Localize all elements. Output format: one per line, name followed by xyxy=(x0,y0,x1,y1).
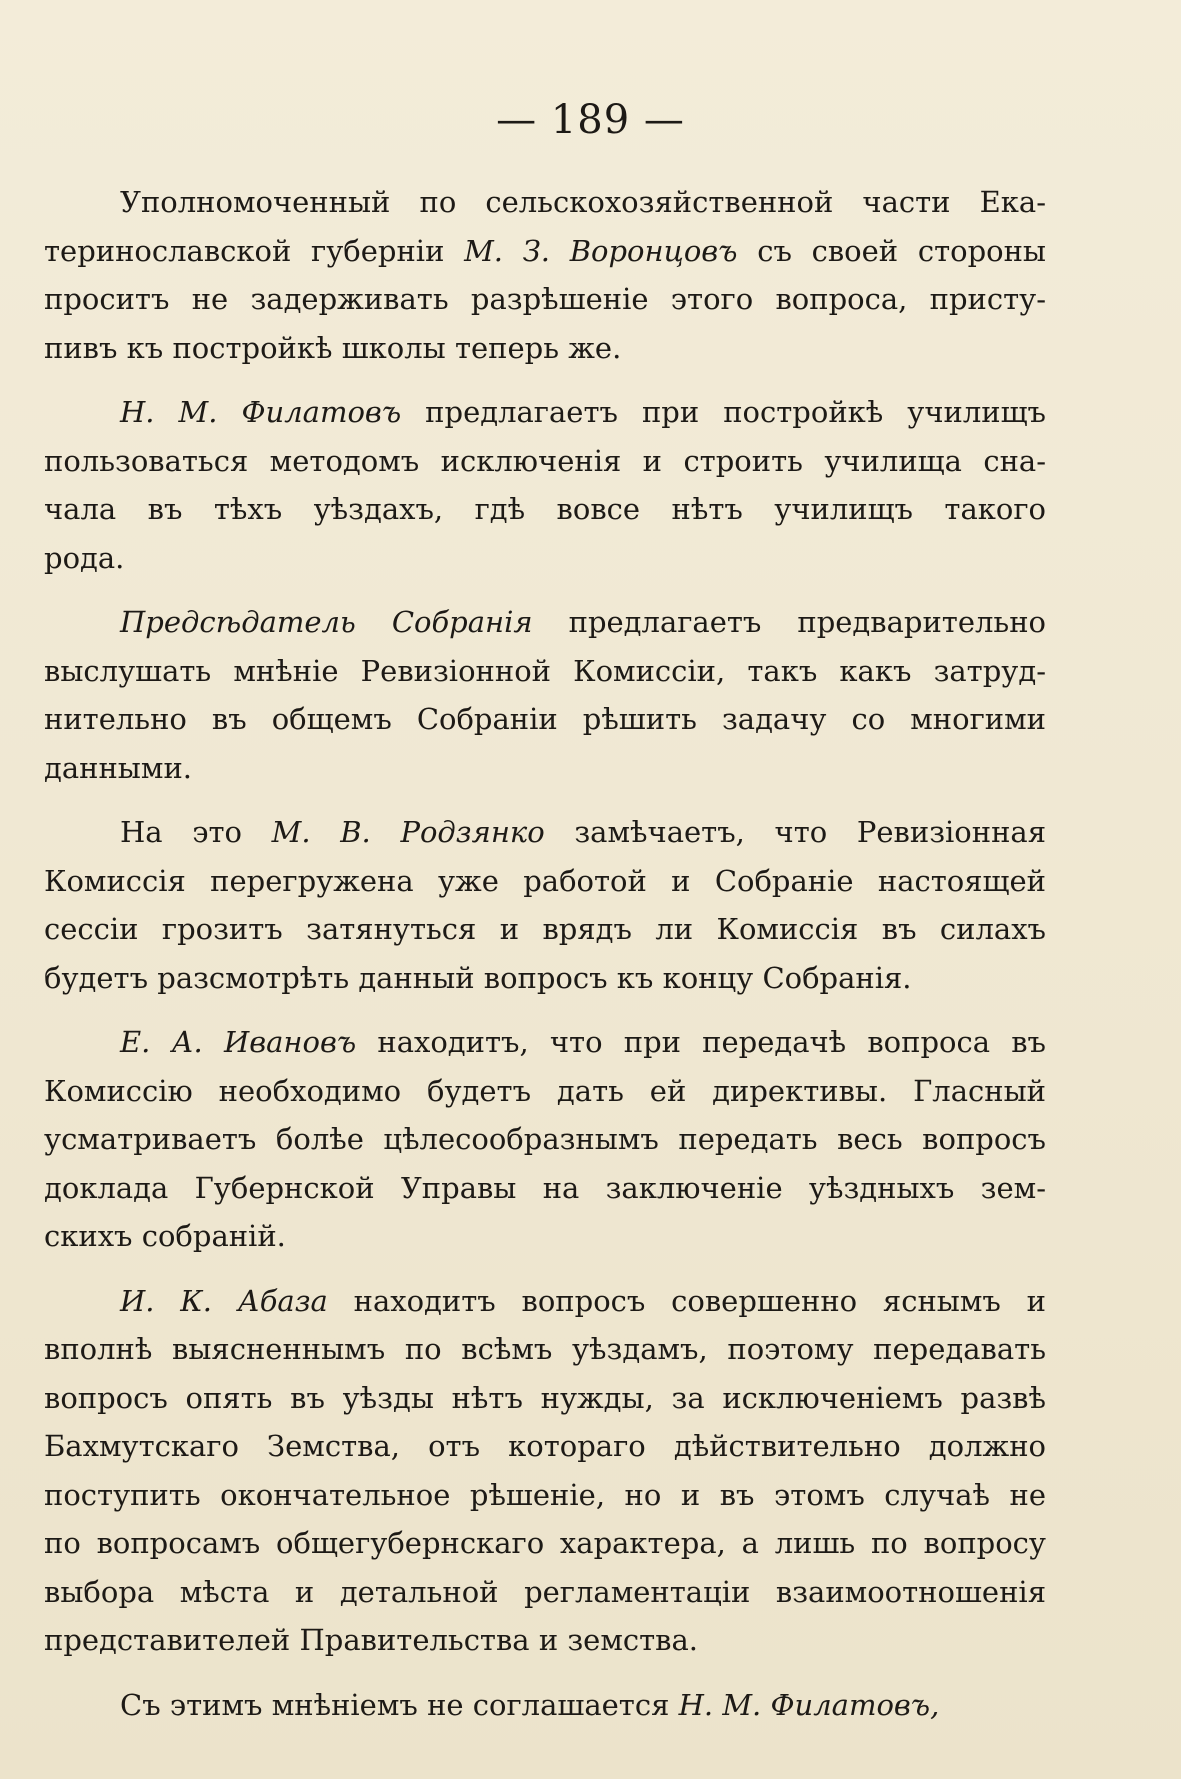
text-line: по вопросамъ общегубернскаго характера, а лишь по вопросу xyxy=(44,1526,1046,1560)
text-line: представителей Правительства и земства. xyxy=(44,1623,699,1657)
text-line: теринославской губерніи М. З. Воронцовъ съ своей стороны xyxy=(44,233,1047,268)
text-line: И. К. Абаза находитъ вопросъ совершенно яснымъ и xyxy=(120,1283,1047,1318)
text-line: Уполномоченный по сельскохозяйственной части Ека- xyxy=(120,185,1046,219)
text-line: пивъ къ постройкѣ школы теперь же. xyxy=(44,330,622,365)
text-line: чала въ тѣхъ уѣздахъ, гдѣ вовсе нѣтъ училищъ такого xyxy=(44,492,1046,526)
speaker-name: Н. М. Филатовъ xyxy=(120,395,402,429)
speaker-name: Е. А. Ивановъ xyxy=(120,1025,357,1059)
text-line: рода. xyxy=(44,540,125,575)
text-line: Съ этимъ мнѣніемъ не соглашается Н. М. Филатовъ, xyxy=(120,1687,940,1722)
text-line: пользоваться методомъ исключенія и строить училища сна- xyxy=(44,443,1046,478)
paragraph xyxy=(44,178,1046,372)
text-line: данными. xyxy=(44,750,192,785)
text-line: Комиссію необходимо будетъ дать ей директивы. Гласный xyxy=(44,1073,1046,1108)
text-line: Н. М. Филатовъ предлагаетъ при постройкѣ училищъ xyxy=(120,395,1047,429)
text-line: доклада Губернской Управы на заключеніе уѣздныхъ зем- xyxy=(44,1170,1046,1205)
speaker-name: Н. М. Филатовъ, xyxy=(678,1687,940,1722)
speaker-name: Предсѣдатель Собранія xyxy=(120,605,533,639)
text-line: На это М. В. Родзянко замѣчаетъ, что Ревизіонная xyxy=(120,815,1046,849)
text-line: вполнѣ выясненнымъ по всѣмъ уѣздамъ, поэтому передавать xyxy=(44,1332,1046,1366)
text-line: Комиссія перегружена уже работой и Собраніе настоящей xyxy=(44,863,1046,898)
body-text xyxy=(44,178,1046,1745)
speaker-name: М. В. Родзянко xyxy=(271,815,545,849)
text-line: вопросъ опять въ уѣзды нѣтъ нужды, за исключеніемъ развѣ xyxy=(44,1380,1046,1415)
page-number: — 189 — xyxy=(496,97,685,143)
text-line: скихъ собраній. xyxy=(44,1219,286,1253)
text-line: будетъ разсмотрѣть данный вопросъ къ концу Собранія. xyxy=(44,960,912,995)
text-line: Бахмутскаго Земства, отъ котораго дѣйствительно должно xyxy=(44,1429,1046,1463)
speaker-name: И. К. Абаза xyxy=(120,1283,328,1318)
text-line: проситъ не задерживать разрѣшеніе этого вопроса, присту- xyxy=(44,282,1046,316)
paragraph xyxy=(44,1681,1046,1730)
paragraph xyxy=(44,808,1046,1002)
paragraph xyxy=(44,388,1046,582)
speaker-name: М. З. Воронцовъ xyxy=(464,233,738,268)
text-line: Е. А. Ивановъ находитъ, что при передачѣ вопроса въ xyxy=(120,1025,1046,1059)
text-line: нительно въ общемъ Собраніи рѣшить задачу со многими xyxy=(44,702,1046,736)
paragraph xyxy=(44,1277,1046,1665)
text-line: поступить окончательное рѣшеніе, но и въ этомъ случаѣ не xyxy=(44,1477,1046,1512)
text-line: усматриваетъ болѣе цѣлесообразнымъ передать весь вопросъ xyxy=(44,1122,1046,1156)
text-line: Предсѣдатель Собранія предлагаетъ предварительно xyxy=(120,605,1047,639)
text-line: выбора мѣста и детальной регламентаціи взаимоотношенія xyxy=(44,1574,1046,1609)
paragraph xyxy=(44,1018,1046,1261)
text-line: сессіи грозитъ затянуться и врядъ ли Комиссія въ силахъ xyxy=(44,912,1046,946)
text-line: выслушать мнѣніе Ревизіонной Комиссіи, такъ какъ затруд- xyxy=(44,653,1046,688)
paragraph xyxy=(44,598,1046,792)
